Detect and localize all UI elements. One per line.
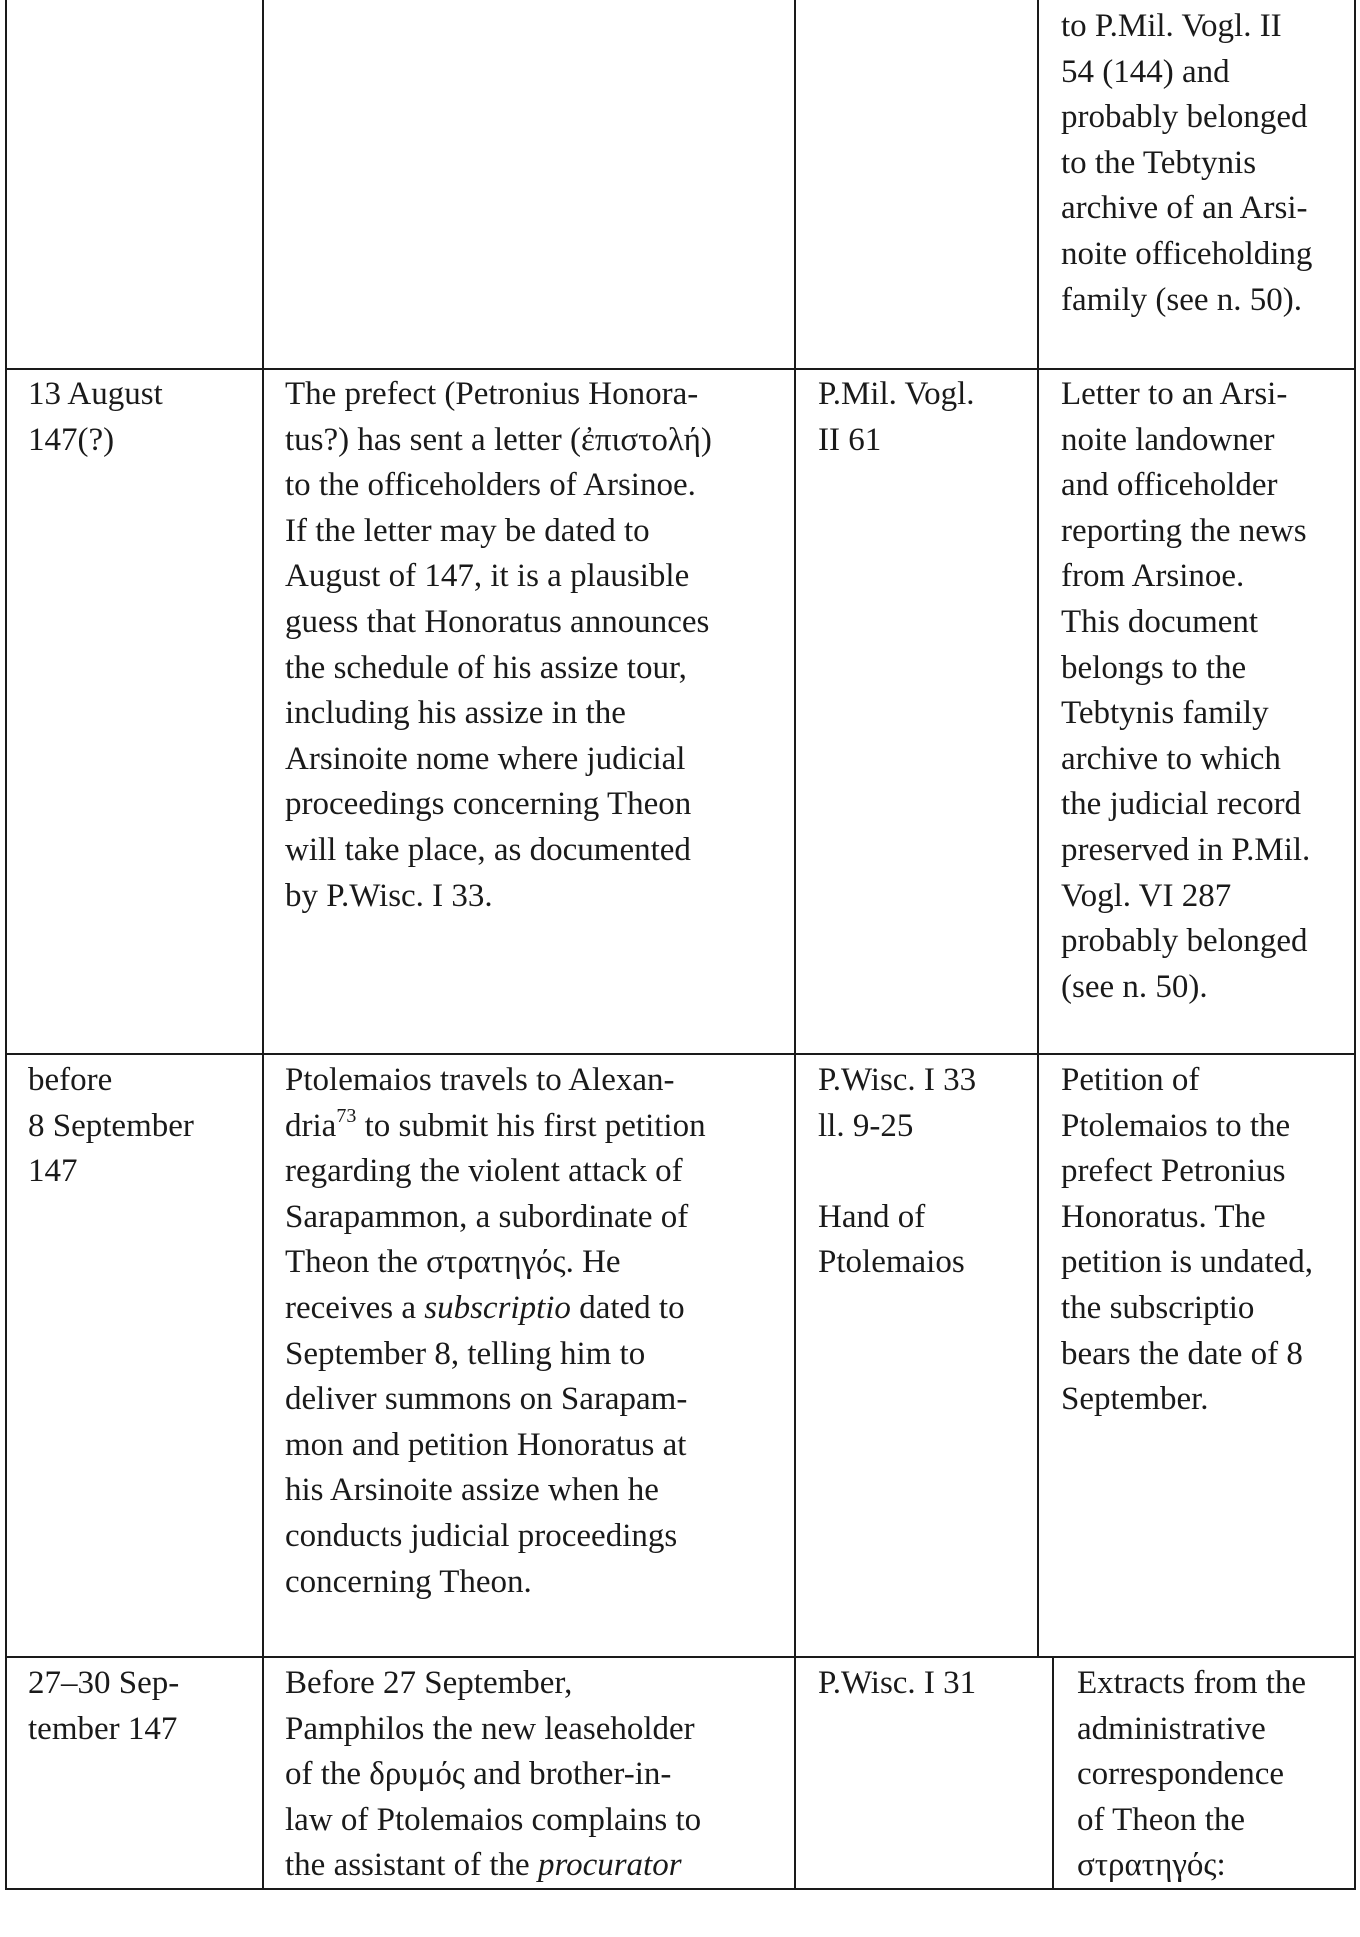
- row-divider-2: [5, 1053, 1356, 1055]
- row4-event-line: law of Ptolemaios complains to: [285, 1801, 702, 1838]
- row4-notes-line: correspondence: [1077, 1756, 1285, 1793]
- row4-event-cell: [285, 1661, 701, 1889]
- column-divider-2: [794, 0, 796, 1890]
- row-divider-1: [5, 368, 1356, 370]
- row2-date-line: 147(?): [28, 421, 115, 458]
- row2-event-line: to the officeholders of Arsinoe.: [285, 467, 696, 504]
- row2-event-line: including his assize in the: [285, 695, 626, 732]
- row1-notes-line: family (see n. 50).: [1061, 281, 1303, 318]
- row3-source-line: P.Wisc. I 33: [818, 1062, 977, 1098]
- row3-notes-line: Honoratus. The: [1061, 1198, 1266, 1235]
- row4-notes-line: στρατηγός:: [1077, 1847, 1226, 1884]
- row3-event-line: Theon the στρατηγός. He: [285, 1244, 621, 1281]
- row3-event-text: receives a: [285, 1289, 425, 1326]
- row2-event-line: the schedule of his assize tour,: [285, 649, 687, 686]
- row2-event-line: Arsinoite nome where judicial: [285, 740, 686, 777]
- row2-source-line: P.Mil. Vogl.: [818, 376, 975, 412]
- row2-notes-line: Tebtynis family: [1061, 695, 1269, 732]
- column-divider-3-offset: [1052, 1657, 1054, 1890]
- row2-notes-line: Vogl. VI 287: [1061, 877, 1232, 914]
- row4-event-line: Before 27 September,: [285, 1665, 573, 1701]
- row3-date-line: before: [28, 1062, 113, 1098]
- row3-event-text: dria: [285, 1107, 337, 1144]
- row4-source-line: P.Wisc. I 31: [818, 1665, 977, 1701]
- row1-notes-line: noite officeholding: [1061, 235, 1313, 272]
- row2-notes-line: Letter to an Arsi-: [1061, 376, 1288, 412]
- row3-date-line: 147: [28, 1153, 78, 1190]
- row2-source-line: II 61: [818, 421, 882, 458]
- row1-notes-line: probably belonged: [1061, 99, 1308, 136]
- row3-source-spacer: [818, 1149, 976, 1195]
- row2-date-line: 13 August: [28, 376, 163, 412]
- column-divider-3: [1037, 0, 1039, 1657]
- row3-event-line: deliver summons on Sarapam-: [285, 1381, 688, 1418]
- row3-date-line: 8 September: [28, 1107, 194, 1144]
- row3-event-line: [285, 1104, 706, 1150]
- row4-source-cell: [818, 1661, 976, 1707]
- row4-event-italic: procurator: [537, 1847, 682, 1884]
- row3-event-cell: [285, 1058, 706, 1605]
- row4-notes-line: Extracts from the: [1077, 1665, 1307, 1701]
- row4-date-line: 27–30 Sep-: [28, 1665, 180, 1701]
- row3-notes-line: petition is undated,: [1061, 1244, 1314, 1281]
- row2-source-cell: [818, 372, 975, 463]
- table-left-border: [5, 0, 7, 1890]
- row3-event-line: mon and petition Honoratus at: [285, 1426, 687, 1463]
- row3-notes-cell: [1061, 1058, 1313, 1423]
- row3-source-line: Ptolemaios: [818, 1244, 965, 1281]
- row2-event-line: proceedings concerning Theon: [285, 786, 692, 823]
- row2-notes-line: noite landowner: [1061, 421, 1275, 458]
- row4-event-text: the assistant of the: [285, 1847, 538, 1884]
- row2-event-cell: [285, 372, 712, 919]
- row2-notes-line: and officeholder: [1061, 467, 1278, 504]
- row2-notes-cell: [1061, 372, 1310, 1010]
- row2-event-line: will take place, as documented: [285, 831, 691, 868]
- row2-notes-line: belongs to the: [1061, 649, 1247, 686]
- row2-notes-line: (see n. 50).: [1061, 968, 1208, 1005]
- row2-event-line: The prefect (Petronius Honora-: [285, 376, 699, 412]
- row3-event-line: his Arsinoite assize when he: [285, 1472, 659, 1509]
- row3-source-line: ll. 9-25: [818, 1107, 914, 1144]
- row2-date-cell: [28, 372, 163, 463]
- row2-notes-line: This document: [1061, 603, 1259, 640]
- row3-event-italic: subscriptio: [424, 1289, 571, 1326]
- row3-source-line: Hand of: [818, 1198, 926, 1235]
- row3-event-text: to submit his first petition: [356, 1107, 706, 1144]
- row4-event-line: of the δρυμός and brother-in-: [285, 1756, 672, 1793]
- footnote-ref-73[interactable]: 73: [336, 1104, 357, 1127]
- row-divider-3: [5, 1656, 1356, 1658]
- row1-notes-line: to P.Mil. Vogl. II: [1061, 8, 1282, 44]
- row3-event-line: Sarapammon, a subordinate of: [285, 1198, 689, 1235]
- row3-event-line: Ptolemaios travels to Alexan-: [285, 1062, 675, 1098]
- row1-notes-line: to the Tebtynis: [1061, 144, 1257, 181]
- row3-event-line: September 8, telling him to: [285, 1335, 646, 1372]
- row3-event-line: conducts judicial proceedings: [285, 1517, 678, 1554]
- row1-notes-line: 54 (144) and: [1061, 53, 1230, 90]
- row2-event-line: guess that Honoratus announces: [285, 603, 710, 640]
- row3-notes-line: bears the date of 8: [1061, 1335, 1303, 1372]
- row2-notes-line: preserved in P.Mil.: [1061, 831, 1311, 868]
- row3-source-cell: [818, 1058, 976, 1286]
- row2-event-line: August of 147, it is a plausible: [285, 558, 690, 595]
- row3-event-line: regarding the violent attack of: [285, 1153, 683, 1190]
- row4-notes-line: of Theon the: [1077, 1801, 1246, 1838]
- row2-event-line: by P.Wisc. I 33.: [285, 877, 493, 914]
- row3-date-cell: [28, 1058, 194, 1195]
- table-right-border: [1354, 0, 1356, 1890]
- column-divider-1: [262, 0, 264, 1890]
- row3-event-line: concerning Theon.: [285, 1563, 532, 1600]
- row2-event-line: If the letter may be dated to: [285, 512, 650, 549]
- row4-notes-cell: [1077, 1661, 1306, 1889]
- row2-notes-line: archive to which: [1061, 740, 1281, 777]
- row1-notes-cell: [1061, 4, 1312, 323]
- row1-notes-line: archive of an Arsi-: [1061, 190, 1308, 227]
- row4-notes-line: administrative: [1077, 1710, 1266, 1747]
- row3-notes-line: prefect Petronius: [1061, 1153, 1286, 1190]
- row3-event-line: [285, 1286, 706, 1332]
- row3-notes-line: Ptolemaios to the: [1061, 1107, 1291, 1144]
- row4-event-line: [285, 1843, 701, 1889]
- row2-notes-line: from Arsinoe.: [1061, 558, 1245, 595]
- row2-event-line: tus?) has sent a letter (ἐπιστολή): [285, 421, 712, 458]
- row4-event-line: Pamphilos the new leaseholder: [285, 1710, 695, 1747]
- row2-notes-line: the judicial record: [1061, 786, 1302, 823]
- row3-event-text: dated to: [570, 1289, 685, 1326]
- row2-notes-line: reporting the news: [1061, 512, 1307, 549]
- row4-date-cell: [28, 1661, 179, 1752]
- row4-date-line: tember 147: [28, 1710, 178, 1747]
- row3-notes-line: the subscriptio: [1061, 1289, 1255, 1326]
- row2-notes-line: probably belonged: [1061, 923, 1308, 960]
- row3-notes-line: September.: [1061, 1381, 1209, 1418]
- row3-notes-line: Petition of: [1061, 1062, 1200, 1098]
